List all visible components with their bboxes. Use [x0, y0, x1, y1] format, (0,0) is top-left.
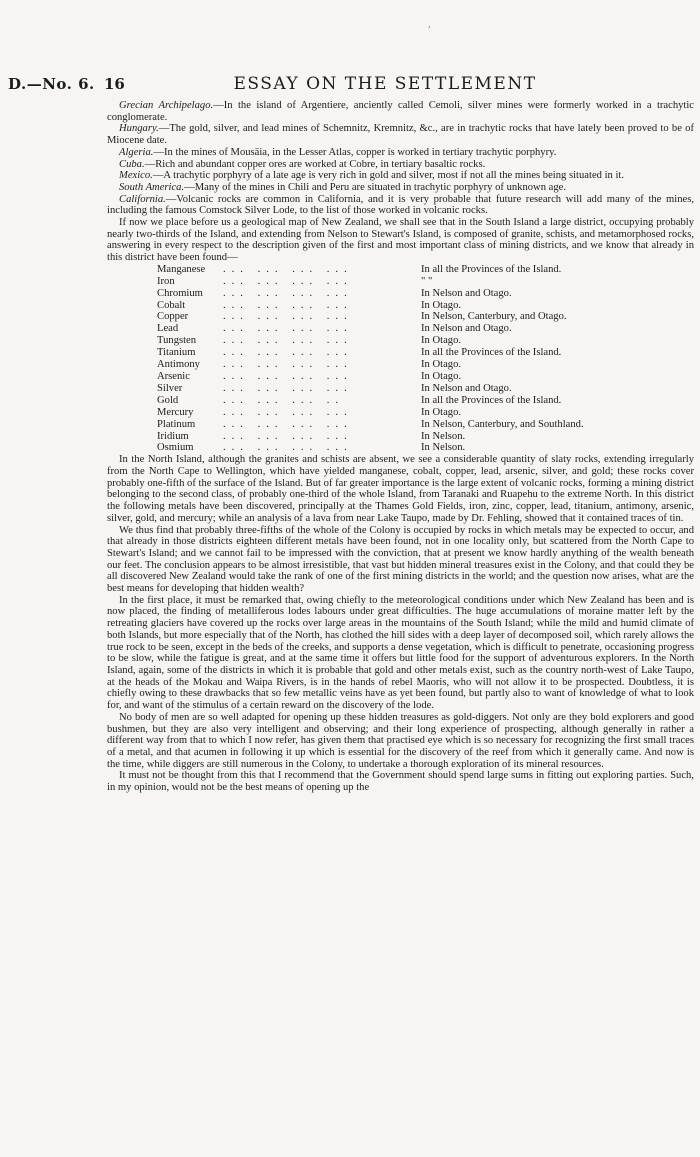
- paragraph-text: —Volcanic rocks are common in California, and it is very probable that future research will add many of the mines, including the famous Comstock Silver Lode, to the list of those worked in volcanic rocks.: [107, 193, 694, 217]
- intro-paragraph: [107, 147, 694, 159]
- mineral-name: Antimony: [157, 359, 200, 371]
- body-text: [107, 100, 694, 794]
- minerals-table: [157, 264, 692, 455]
- leader-dots: ... ... ... ...: [223, 287, 353, 299]
- mineral-name: Platinum: [157, 418, 196, 430]
- mineral-name: Tungsten: [157, 335, 197, 347]
- mineral-location: In Nelson and Otago.: [421, 382, 512, 394]
- paragraph-label: South America.: [119, 181, 185, 193]
- mineral-location: In Nelson.: [421, 430, 466, 442]
- mineral-name: Lead: [157, 323, 179, 335]
- mineral-row: [157, 419, 692, 431]
- mineral-row: [157, 359, 692, 371]
- paragraph-text: —In the island of Argentiere, anciently called Cemoli, silver mines were formerly worked in a trachytic conglomerate.: [107, 100, 694, 123]
- paragraph-text: —Rich and abundant copper ores are worked at Cobre, in tertiary basaltic rocks.: [144, 158, 486, 170]
- paragraph-text: —The gold, silver, and lead mines of Schemnitz, Kremnitz, &c., are in trachytic rocks that have lately been proved to be of Miocene date.: [107, 123, 694, 147]
- body-paragraph: In the North Island, although the granites and schists are absent, we see a considerable quantity of slaty rocks, extending irregularly from the North Cape to Wellington, which have yielded manganese, cobalt, copper, lead, arsenic, silver, and gold; these rocks cover probably one-fifth of the surface of the Island. But of far greater importance is the large extent of volcanic rocks, forming a mining district belonging to the second class, of probably one-third of the whole Island, from Taranaki and Ruapehu to the extreme North. In this district the following metals have been discovered, principally at the Thames Gold Fields, iron, zinc, copper, lead, titanium, antimony, arsenic, silver, gold, and mercury; while an analysis of a lava from near Lake Taupo, made by Dr. Fehling, showed that it contained traces of tin.: [107, 454, 694, 524]
- paragraph-text: —A trachytic porphyry of a late age is very rich in gold and silver, most if not all the mines being situated in it.: [152, 170, 625, 182]
- mineral-location: " ": [421, 275, 433, 287]
- mineral-name: Osmium: [157, 442, 194, 454]
- mineral-row: [157, 276, 692, 288]
- leader-dots: ... ... ... ...: [223, 335, 353, 347]
- mineral-location: In Otago.: [421, 359, 462, 371]
- leader-dots: ... ... ... ...: [223, 347, 353, 359]
- document-reference: D.—No. 6.: [8, 75, 95, 93]
- paragraph-text: —Many of the mines in Chili and Peru are situated in trachytic porphyry of unknown age.: [184, 181, 567, 193]
- mineral-row: [157, 288, 692, 300]
- intro-paragraph: [107, 100, 694, 123]
- leader-dots: ... ... ... ...: [223, 275, 353, 287]
- mineral-location: In Nelson, Canterbury, and Otago.: [421, 311, 567, 323]
- mineral-location: In Otago.: [421, 335, 462, 347]
- intro-paragraph: [107, 170, 694, 182]
- mineral-row: [157, 371, 692, 383]
- mineral-row: [157, 395, 692, 407]
- leader-dots: ... ... ... ...: [223, 406, 353, 418]
- leader-dots: ... ... ... ...: [223, 418, 353, 430]
- mineral-location: In Otago.: [421, 371, 462, 382]
- closing-section: [107, 454, 694, 793]
- mineral-row: [157, 264, 692, 276]
- intro-paragraph: [107, 182, 694, 194]
- leader-dots: ... ... ... ...: [223, 263, 353, 275]
- intro-paragraph: [107, 194, 694, 217]
- mineral-location: In Nelson and Otago.: [421, 287, 512, 299]
- page-number: 16: [104, 75, 125, 93]
- leader-dots: ... ... ... ...: [223, 371, 353, 382]
- paragraph-label: Hungary.: [119, 123, 159, 135]
- mineral-location: In Nelson.: [421, 442, 466, 454]
- mineral-name: Iridium: [157, 430, 189, 442]
- leader-dots: ... ... ... ...: [223, 382, 353, 394]
- mineral-location: In all the Provinces of the Island.: [421, 394, 562, 406]
- leader-dots: ... ... ... ...: [223, 442, 353, 454]
- mineral-name: Arsenic: [157, 371, 190, 382]
- mineral-location: In Otago.: [421, 406, 462, 418]
- mineral-location: In Nelson and Otago.: [421, 323, 512, 335]
- mineral-row: [157, 407, 692, 419]
- mineral-row: [157, 431, 692, 443]
- running-title: ESSAY ON THE SETTLEMENT: [233, 74, 537, 94]
- mineral-location: In Nelson, Canterbury, and Southland.: [421, 418, 584, 430]
- mineral-name: Titanium: [157, 347, 196, 359]
- mineral-name: Manganese: [157, 263, 206, 275]
- mineral-name: Chromium: [157, 287, 203, 299]
- paragraph-label: Algeria.: [119, 146, 154, 158]
- body-paragraph: We thus find that probably three-fifths of the whole of the Colony is occupied by rocks in which metals may be expected to occur, and that already in those districts eighteen different metals have been found, not in one locality only, but scattered from the North Cape to Stewart's Island; and we cannot fail to be impressed with the conviction, that at present we know hardly anything of the wealth beneath our feet. The conclusion appears to be almost irresistible, that vast but hidden mineral treasures exist in the Colony, and that could they be all discovered New Zealand would take the rank of one of the first mining districts in the world; and the question now arises, what are the best means for developing that hidden wealth?: [107, 524, 694, 595]
- intro-paragraph: [107, 123, 694, 146]
- mineral-name: Mercury: [157, 406, 194, 418]
- mineral-row: [157, 347, 692, 359]
- leader-dots: ... ... ... ...: [223, 359, 353, 371]
- body-paragraph: It must not be thought from this that I recommend that the Government should spend large sums in fitting out exploring parties. Such, in my opinion, would not be the best means of opening up the: [107, 770, 694, 794]
- leader-dots: ... ... ... ...: [223, 323, 353, 335]
- mineral-row: [157, 323, 692, 335]
- mineral-row: [157, 383, 692, 395]
- mineral-name: Cobalt: [157, 299, 186, 311]
- leader-dots: ... ... ... ..: [223, 394, 345, 406]
- intro-section: [107, 100, 694, 217]
- paragraph-label: California.: [119, 193, 166, 205]
- paragraph-geological-map: If now we place before us a geological map of New Zealand, we shall see that in the South Island a large district, occupying probably nearly two-thirds of the Island, and extending from Nelson to Stewart's Island, is composed of granite, schists, and metamorphosed rocks, answering in every respect to the description given of the first and most important class of mining districts, and we know that already in this district have been found—: [107, 217, 694, 264]
- body-paragraph: No body of men are so well adapted for opening up these hidden treasures as gold-diggers. Not only are they bold explorers and good bushmen, but they are also very intelligent and observing; and their long experience of prospecting, although generally in rather a different way from that to which I now refer, has given them that practised eye which is so necessary for recognizing the first small traces of a metal, and that acumen in following it up which is essential for the discovery of the reef from which it generally came. And now is the time, while diggers are still numerous in the Colony, to undertake a thorough exploration of its mineral resources.: [107, 711, 694, 770]
- mineral-location: In Otago.: [421, 299, 462, 311]
- leader-dots: ... ... ... ...: [223, 299, 353, 311]
- mineral-name: Silver: [157, 382, 183, 394]
- mineral-row: [157, 335, 692, 347]
- mineral-location: In all the Provinces of the Island.: [421, 347, 562, 359]
- mineral-location: In all the Provinces of the Island.: [421, 263, 562, 275]
- paragraph-label: Cuba.: [119, 158, 145, 170]
- mineral-row: [157, 300, 692, 312]
- mineral-name: Iron: [157, 275, 175, 287]
- leader-dots: ... ... ... ...: [223, 430, 353, 442]
- body-paragraph: In the first place, it must be remarked that, owing chiefly to the meteorological conditions under which New Zealand has been and is now placed, the finding of metalliferous lodes labours under great difficulties. The huge accumulations of moraine matter left by the retreating glaciers have covered up the rocks over large areas in the mountains of the South Island; while the mild and humid climate of both Islands, but more especially that of the North, has clothed the hill sides with a deep layer of decomposed soil, which rarely allows the true rock to be seen, except in the beds of the creeks, and supports a dense vegetation, which is difficult to penetrate, occasioning progress to be slow, while the fatigue is great, and at the same time it offers but little food for the support of adventurous explorers. In the North Island, again, some of the districts in which it is probable that gold and other metals exist, such as the country north-west of Lake Taupo, at the heads of the Mokau and Waipa Rivers, is in the hands of rebel Maoris, who will not allow it to be prospected. Doubtless, it is chiefly owing to these drawbacks that so few metallic veins have as yet been found, but partly also to want of knowledge of what to look for, and want of the stimulus of a certain reward on the discovery of the lode.: [107, 594, 694, 712]
- mineral-name: Gold: [157, 394, 179, 406]
- mineral-row: [157, 442, 692, 454]
- intro-paragraph: [107, 159, 694, 171]
- paragraph-label: Grecian Archipelago.: [119, 100, 214, 111]
- margin-tick: ,: [428, 20, 431, 30]
- paragraph-text: —In the mines of Mousäia, in the Lesser Atlas, copper is worked in tertiary trachytic porphyry.: [153, 146, 557, 158]
- mineral-row: [157, 311, 692, 323]
- leader-dots: ... ... ... ...: [223, 311, 353, 323]
- mineral-name: Copper: [157, 311, 189, 323]
- paragraph-label: Mexico.: [119, 170, 153, 182]
